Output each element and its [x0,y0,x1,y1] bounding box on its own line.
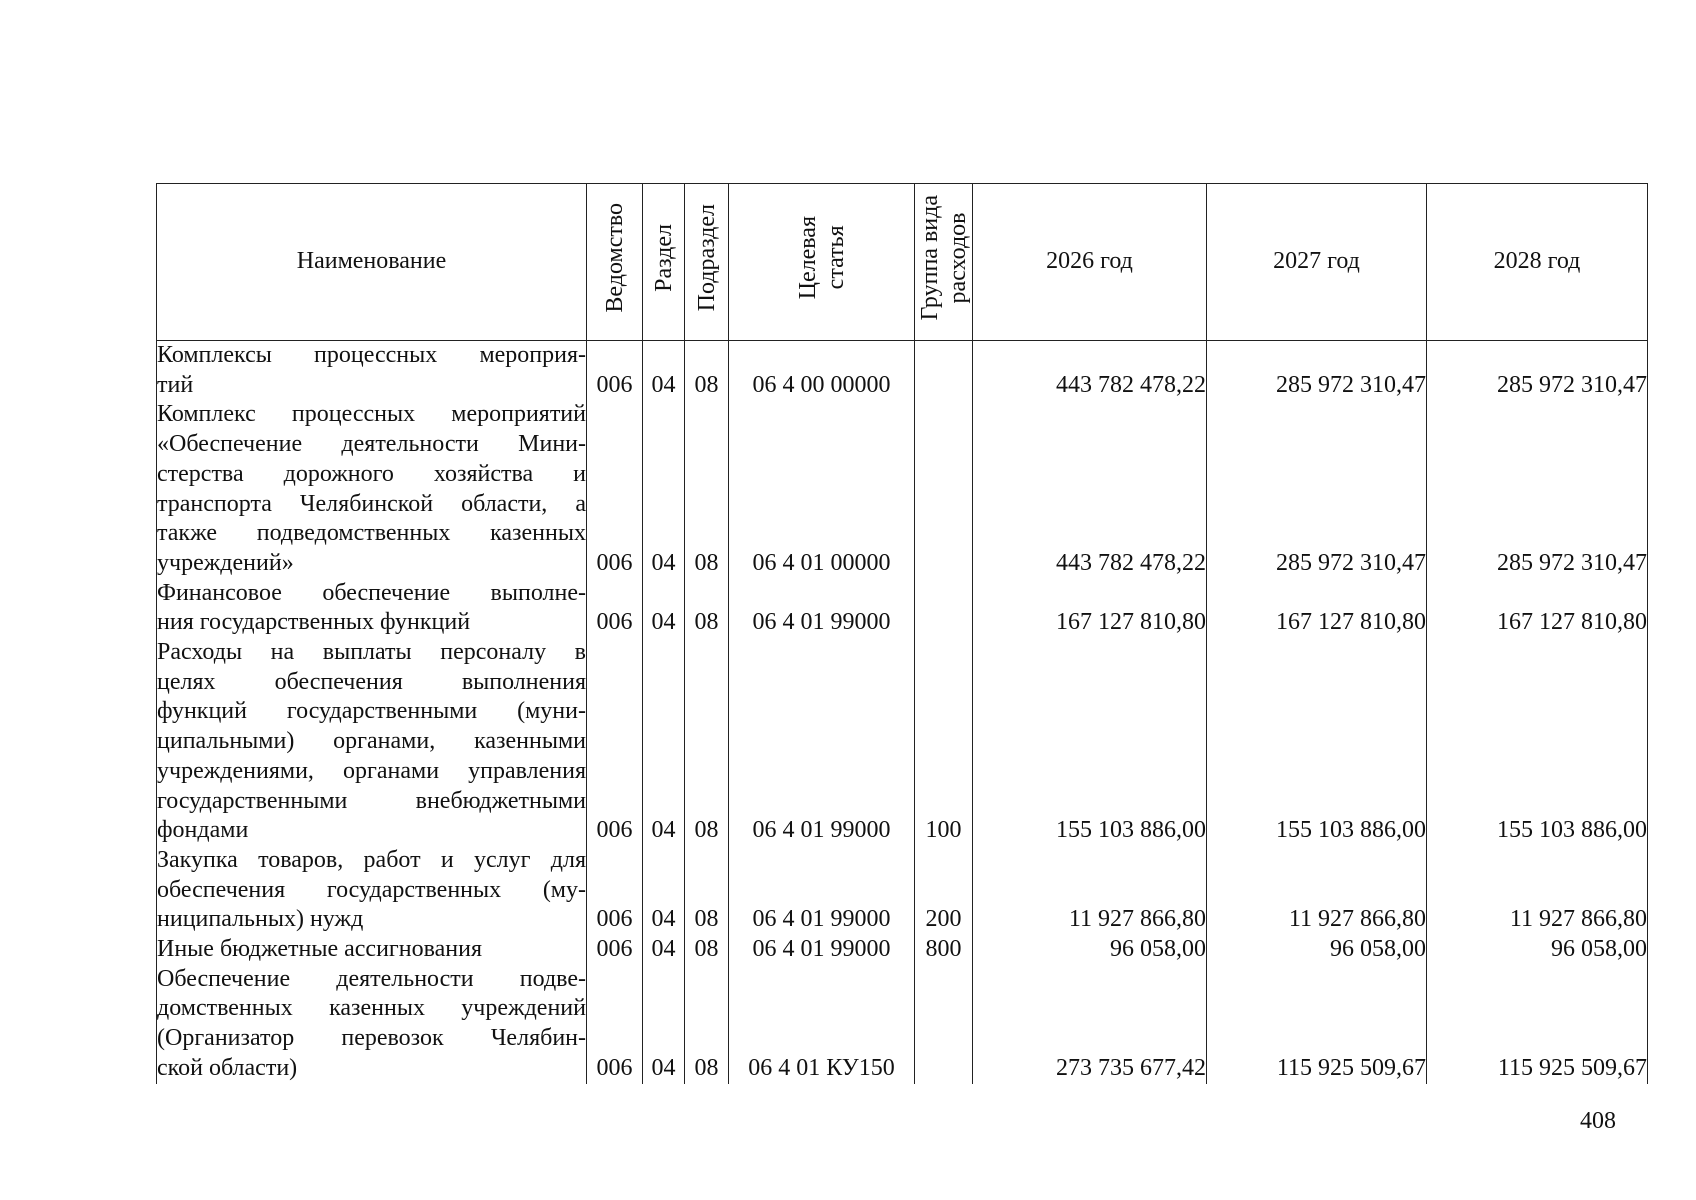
amount-2027-cell: 96 058,00 [1207,935,1427,965]
amount-2026-cell: 443 782 478,22 [973,400,1207,578]
podrazdel-cell: 08 [685,638,729,846]
table-row [157,846,1648,935]
amount-2028-cell: 167 127 810,80 [1427,579,1648,638]
row-name-line: стерства дорожного хозяйства и [157,460,586,487]
header-podrazdel: Подраздел [685,184,729,341]
expense-group-cell [915,341,973,401]
row-name-cell [157,935,587,965]
podrazdel-cell: 08 [685,400,729,578]
amount-2026-cell: 443 782 478,22 [973,341,1207,401]
row-name-line: Финансовое обеспечение выполне- [157,579,586,606]
row-name-line: ципальными) органами, казенными [157,728,586,755]
amount-2027-cell: 11 927 866,80 [1207,846,1427,935]
row-name-cell [157,400,587,578]
row-name-line: домственных казенных учреждений [157,995,586,1022]
table-row [157,638,1648,846]
vedomstvo-cell: 006 [587,935,643,965]
expense-group-cell: 800 [915,935,973,965]
row-name-line: учреждениями, органами управления [157,757,586,784]
vedomstvo-cell: 006 [587,341,643,401]
podrazdel-cell: 08 [685,965,729,1084]
vedomstvo-cell: 006 [587,965,643,1084]
expense-group-cell [915,400,973,578]
amount-2028-cell: 96 058,00 [1427,935,1648,965]
row-name-line: ния государственных функций [157,609,471,636]
amount-2027-cell: 285 972 310,47 [1207,341,1427,401]
row-name-line: ской области) [157,1054,298,1081]
table-row [157,579,1648,638]
row-name-line: Обеспечение деятельности подве- [157,965,586,992]
expense-group-cell [915,579,973,638]
amount-2028-cell: 155 103 886,00 [1427,638,1648,846]
row-name-cell [157,965,587,1084]
target-article-cell: 06 4 01 99000 [729,638,915,846]
row-name-line: «Обеспечение деятельности Мини- [157,431,586,458]
row-name-line: функций государственными (муни- [157,698,586,725]
vedomstvo-cell: 006 [587,579,643,638]
row-name-line: учреждений» [157,549,294,576]
row-name-cell [157,638,587,846]
row-name-line: Закупка товаров, работ и услуг для [157,846,586,873]
vedomstvo-cell: 006 [587,400,643,578]
row-name-line: также подведомственных казенных [157,520,586,547]
target-article-cell: 06 4 01 99000 [729,579,915,638]
header-name: Наименование [157,184,587,341]
header-target-article: Целевая статья [729,184,915,341]
expense-group-cell: 100 [915,638,973,846]
razdel-cell: 04 [643,579,685,638]
target-article-cell: 06 4 01 00000 [729,400,915,578]
razdel-cell: 04 [643,341,685,401]
header-year-2028: 2028 год [1427,184,1648,341]
amount-2028-cell: 11 927 866,80 [1427,846,1648,935]
podrazdel-cell: 08 [685,579,729,638]
row-name-line: государственными внебюджетными [157,787,586,814]
amount-2027-cell: 115 925 509,67 [1207,965,1427,1084]
table-row [157,935,1648,965]
razdel-cell: 04 [643,638,685,846]
amount-2026-cell: 273 735 677,42 [973,965,1207,1084]
row-name-line: обеспечения государственных (му- [157,876,586,903]
vedomstvo-cell: 006 [587,846,643,935]
budget-table [156,183,1648,1084]
row-name-cell [157,341,587,401]
razdel-cell: 04 [643,400,685,578]
target-article-cell: 06 4 01 99000 [729,846,915,935]
amount-2028-cell: 285 972 310,47 [1427,341,1648,401]
podrazdel-cell: 08 [685,935,729,965]
podrazdel-cell: 08 [685,846,729,935]
amount-2026-cell: 155 103 886,00 [973,638,1207,846]
header-razdel: Раздел [643,184,685,341]
target-article-cell: 06 4 01 КУ150 [729,965,915,1084]
row-name-line: Расходы на выплаты персоналу в [157,639,586,666]
amount-2026-cell: 11 927 866,80 [973,846,1207,935]
target-article-cell: 06 4 01 99000 [729,935,915,965]
header-vedomstvo: Ведомство [587,184,643,341]
row-name-line: целях обеспечения выполнения [157,668,586,695]
target-article-cell: 06 4 00 00000 [729,341,915,401]
vedomstvo-cell: 006 [587,638,643,846]
header-year-2026: 2026 год [973,184,1207,341]
row-name-cell [157,846,587,935]
row-name-line: (Организатор перевозок Челябин- [157,1025,586,1052]
row-name-line: тий [157,371,194,398]
table-row [157,400,1648,578]
amount-2028-cell: 115 925 509,67 [1427,965,1648,1084]
expense-group-cell [915,965,973,1084]
row-name-cell [157,579,587,638]
amount-2026-cell: 96 058,00 [973,935,1207,965]
row-name-line: Комплексы процессных мероприя- [157,342,586,368]
table-body [157,341,1648,1084]
header-expense-group: Группа вида расходов [915,184,973,341]
razdel-cell: 04 [643,935,685,965]
table-row [157,341,1648,401]
amount-2027-cell: 285 972 310,47 [1207,400,1427,578]
row-name-line: ниципальных) нужд [157,906,364,933]
razdel-cell: 04 [643,965,685,1084]
razdel-cell: 04 [643,846,685,935]
table-row [157,965,1648,1084]
row-name-line: транспорта Челябинской области, а [157,490,586,517]
expense-group-cell: 200 [915,846,973,935]
amount-2027-cell: 155 103 886,00 [1207,638,1427,846]
amount-2027-cell: 167 127 810,80 [1207,579,1427,638]
header-year-2027: 2027 год [1207,184,1427,341]
row-name-line: фондами [157,817,249,844]
podrazdel-cell: 08 [685,341,729,401]
row-name-line: Комплекс процессных мероприятий [157,401,586,428]
table-header-row [157,184,1648,341]
row-name-line: Иные бюджетные ассигнования [157,936,482,963]
page-number: 408 [1580,1108,1616,1134]
amount-2026-cell: 167 127 810,80 [973,579,1207,638]
amount-2028-cell: 285 972 310,47 [1427,400,1648,578]
